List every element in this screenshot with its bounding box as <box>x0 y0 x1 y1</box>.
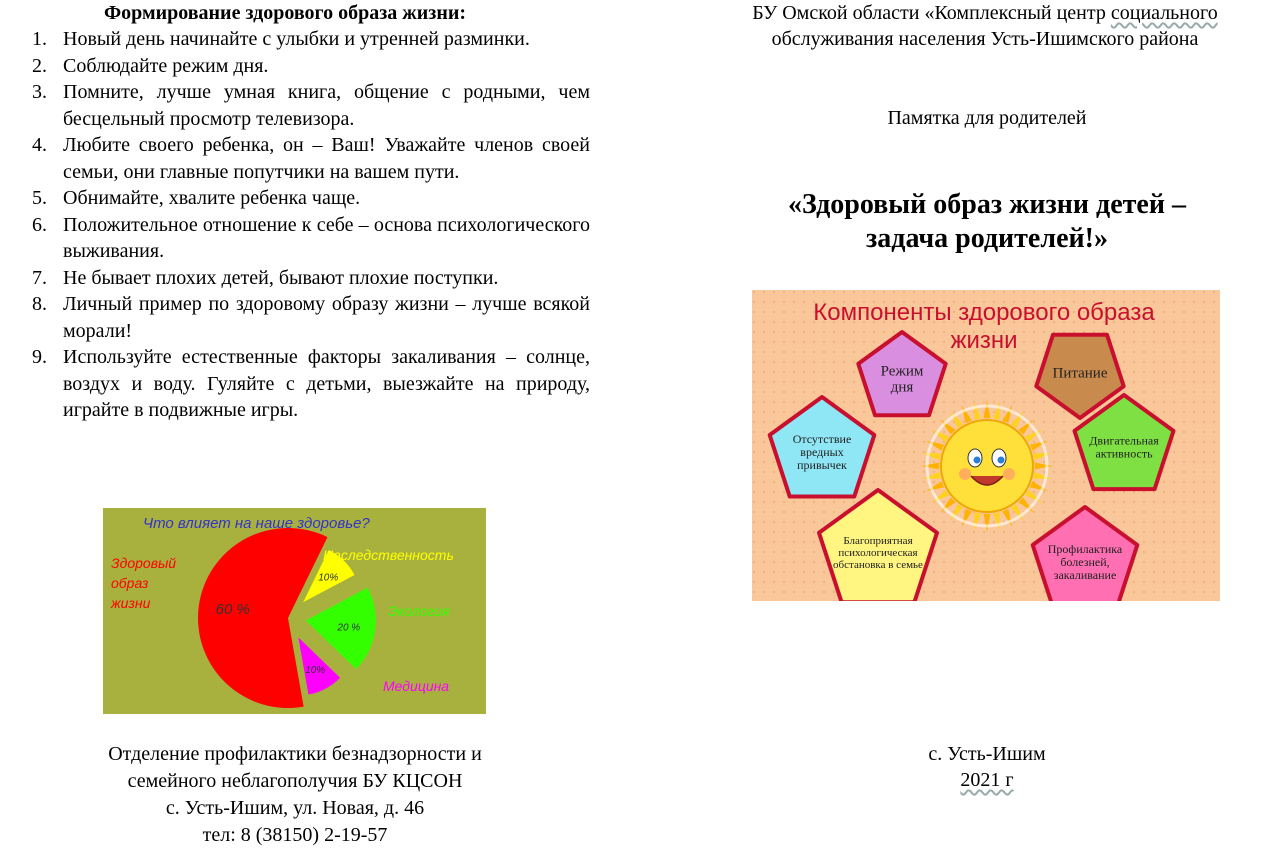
component-label: Отсутствие <box>792 432 852 447</box>
component-label: болезней, <box>1060 555 1110 570</box>
poster-title: Компоненты здорового образа <box>813 299 1155 326</box>
page-title: «Здоровый образ жизни детей – задача родителей!» <box>788 189 1186 254</box>
component-label: Режим <box>880 363 924 380</box>
contacts-line: Отделение профилактики безнадзорности и <box>108 743 482 765</box>
year: 2021 г <box>960 769 1014 791</box>
list-item: 9. Используйте естественные факторы закаливания – солнце, воздух и воду. Гуляйте с детьми, выезжайте на природу, играйте в подвижные игры. <box>32 346 590 421</box>
pie-chart <box>103 508 486 714</box>
component-label: психологическая <box>838 546 918 559</box>
poster-title: жизни <box>950 327 1018 354</box>
chart-title: Что влияет на наше здоровье? <box>143 515 370 532</box>
list-item: 2. Соблюдайте режим дня. <box>32 54 269 77</box>
component-label: Двигательная <box>1089 433 1159 448</box>
component-label: активность <box>1095 446 1153 461</box>
contacts-block <box>40 741 550 849</box>
component-label: обстановка в семье <box>833 558 923 571</box>
components-poster <box>752 290 1220 601</box>
value-label: 10% <box>318 572 339 584</box>
left-column <box>30 0 590 424</box>
address: с. Усть-Ишим, ул. Новая, д. 46 <box>165 797 425 819</box>
list-item: 8. Личный пример по здоровому образу жизни – лучше всякой морали! <box>32 293 590 342</box>
phone: тел: 8 (38150) 2-19-57 <box>202 824 388 846</box>
organization-name: БУ Омской области «Комплексный центр социального обслуживания населения Усть-Ишимского района <box>752 2 1218 50</box>
component-label: Питание <box>1052 365 1108 382</box>
place-year <box>700 741 1268 793</box>
component-label: вредных <box>800 445 844 460</box>
value-label: 20 % <box>337 622 361 634</box>
value-label: 60 % <box>215 601 250 619</box>
memo-label: Памятка для родителей <box>887 107 1087 129</box>
component-label: привычек <box>797 458 847 473</box>
component-label: Профилактика <box>1047 542 1123 557</box>
category-label: Здоровый образ жизни <box>111 555 177 611</box>
category-label: Медицина <box>383 678 450 694</box>
list-item: 7. Не бывает плохих детей, бывают плохие поступки. <box>32 266 499 289</box>
tips-list <box>30 26 590 424</box>
contacts-line: семейного неблагополучия БУ КЦСОН <box>127 770 463 792</box>
category-label: Экология <box>388 603 450 619</box>
list-item: 3. Помните, лучше умная книга, общение с родными, чем бесцельный просмотр телевизора. <box>32 81 590 130</box>
list-item: 4. Любите своего ребенка, он – Ваш! Уважайте членов своей семьи, они главные попутчики на вашем пути. <box>32 134 590 183</box>
tips-heading: Формирование здорового образа жизни: <box>103 2 467 24</box>
right-column <box>700 0 1268 52</box>
component-label: закаливание <box>1053 568 1117 583</box>
list-item: 1. Новый день начинайте с улыбки и утренней разминки. <box>32 28 530 50</box>
list-item: 6. Положительное отношение к себе – основа психологического выживания. <box>32 213 590 262</box>
sun-icon <box>921 400 1053 532</box>
list-item: 5. Обнимайте, хвалите ребенка чаще. <box>32 187 361 209</box>
component-label: дня <box>890 379 914 396</box>
value-label: 10% <box>305 665 326 677</box>
component-label: Благоприятная <box>843 534 913 547</box>
poster-illustration <box>752 290 1220 601</box>
health-factors-chart <box>103 508 486 714</box>
category-label: Наследственность <box>323 547 454 563</box>
place: с. Усть-Ишим <box>928 743 1046 765</box>
